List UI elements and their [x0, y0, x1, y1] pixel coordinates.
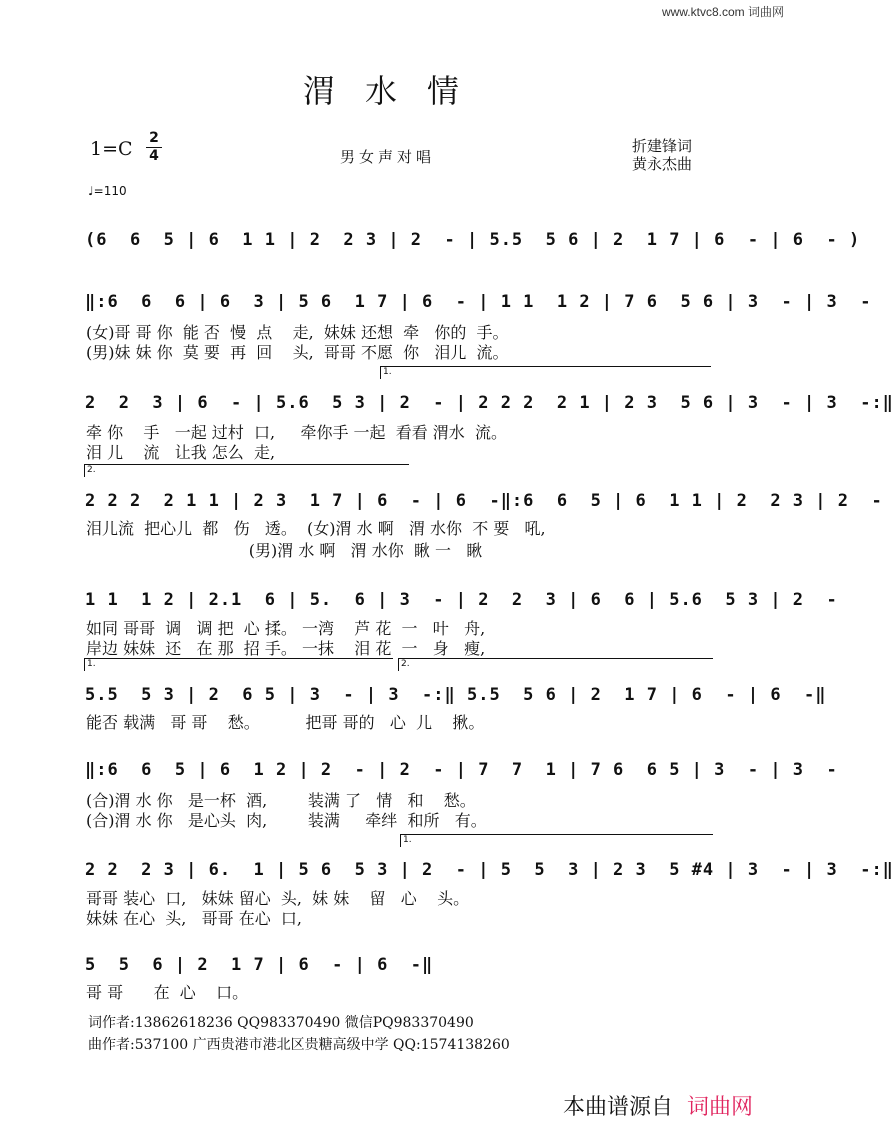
- source-credit: [563, 1090, 753, 1121]
- page-title: 渭水情: [302, 72, 489, 110]
- lyric-line: 妹妹 在心 头, 哥哥 在心 口,: [86, 909, 302, 928]
- volta-bracket: 1.: [400, 834, 713, 847]
- volta-bracket: 1.: [380, 366, 711, 379]
- source-site-link[interactable]: 词曲网: [687, 1095, 754, 1120]
- lyric-line: (男)渭 水 啊 渭 水你 瞅 一 瞅: [86, 541, 483, 560]
- notation-line: 2 2 2 2 1 1 | 2 3 1 7 | 6 - | 6 -‖:6 6 5 | 6 1 1 | 2 2 3 | 2 -: [85, 491, 883, 511]
- time-signature-top: 2: [149, 130, 159, 146]
- notation-line: ‖:6 6 5 | 6 1 2 | 2 - | 2 - | 7 7 1 | 7 6 6 5 | 3 - | 3 -: [85, 760, 838, 780]
- notation-line: (6 6 5 | 6 1 1 | 2 2 3 | 2 - | 5.5 5 6 | 2 1 7 | 6 - | 6 - ): [85, 230, 861, 250]
- time-signature-bottom: 4: [149, 148, 159, 164]
- lyricist-contact: 词作者:13862618236 QQ983370490 微信PQ983370490: [88, 1015, 474, 1031]
- source-label: 本曲谱源自: [563, 1095, 674, 1120]
- lyric-line: 哥哥 装心 口, 妹妹 留心 头, 妹 妹 留 心 头。: [86, 889, 470, 908]
- notation-line: 2 2 2 3 | 6. 1 | 5 6 5 3 | 2 - | 5 5 3 | 2 3 5 #4 | 3 - | 3 -:‖: [85, 860, 894, 880]
- lyric-line: (男)妹 妹 你 莫 要 再 回 头, 哥哥 不愿 你 泪儿 流。: [86, 343, 509, 362]
- volta-bracket: 2.: [84, 464, 409, 477]
- lyricist-credit: 折建锋词: [632, 137, 693, 155]
- lyric-line: (合)渭 水 你 是一杯 酒, 装满 了 情 和 愁。: [86, 791, 476, 810]
- credits: [632, 137, 692, 173]
- lyric-line: 能否 载满 哥 哥 愁。 把哥 哥的 心 儿 揪。: [86, 713, 485, 732]
- lyric-line: 哥 哥 在 心 口。: [86, 983, 249, 1002]
- lyric-line: (合)渭 水 你 是心头 肉, 装满 牵绊 和所 有。: [86, 811, 487, 830]
- lyric-line: (女)哥 哥 你 能 否 慢 点 走, 妹妹 还想 牵 你的 手。: [86, 323, 509, 342]
- notation-line: 5 5 6 | 2 1 7 | 6 - | 6 -‖: [85, 955, 434, 975]
- time-signature: [146, 131, 162, 164]
- composer-contact: 曲作者:537100 广西贵港市港北区贵糖高级中学 QQ:1574138260: [88, 1037, 510, 1053]
- volta-bracket: 1.: [84, 658, 393, 671]
- lyric-line: 泪儿流 把心儿 都 伤 透。 (女)渭 水 啊 渭 水你 不 要 吼,: [86, 519, 546, 538]
- watermark: www.ktvc8.com 词曲网: [661, 5, 784, 19]
- tempo-marking: ♩=110: [88, 184, 127, 198]
- volta-bracket: 2.: [398, 658, 713, 671]
- lyric-line: 岸边 妹妹 还 在 那 招 手。 一抹 泪 花 一 身 瘦,: [86, 639, 486, 658]
- key-signature: 1=C: [90, 138, 133, 160]
- lyric-line: 泪 儿 流 让我 怎么 走,: [86, 443, 276, 462]
- lyric-line: 牵 你 手 一起 过村 口, 牵你手 一起 看看 渭水 流。: [86, 423, 507, 442]
- notation-line: 2 2 3 | 6 - | 5.6 5 3 | 2 - | 2 2 2 2 1 | 2 3 5 6 | 3 - | 3 -:‖: [85, 393, 894, 413]
- staff-row: [85, 230, 861, 262]
- composer-credit: 黄永杰曲: [632, 155, 693, 173]
- lyric-line: 如同 哥哥 调 调 把 心 揉。 一湾 芦 花 一 叶 舟,: [86, 619, 486, 638]
- notation-line: 5.5 5 3 | 2 6 5 | 3 - | 3 -:‖ 5.5 5 6 | 2 1 7 | 6 - | 6 -‖: [85, 685, 827, 705]
- notation-line: ‖:6 6 6 | 6 3 | 5 6 1 7 | 6 - | 1 1 1 2 | 7 6 5 6 | 3 - | 3 -: [85, 292, 872, 312]
- notation-line: 1 1 1 2 | 2.1 6 | 5. 6 | 3 - | 2 2 3 | 6 6 | 5.6 5 3 | 2 -: [85, 590, 838, 610]
- subtitle: 男女声对唱: [340, 148, 436, 166]
